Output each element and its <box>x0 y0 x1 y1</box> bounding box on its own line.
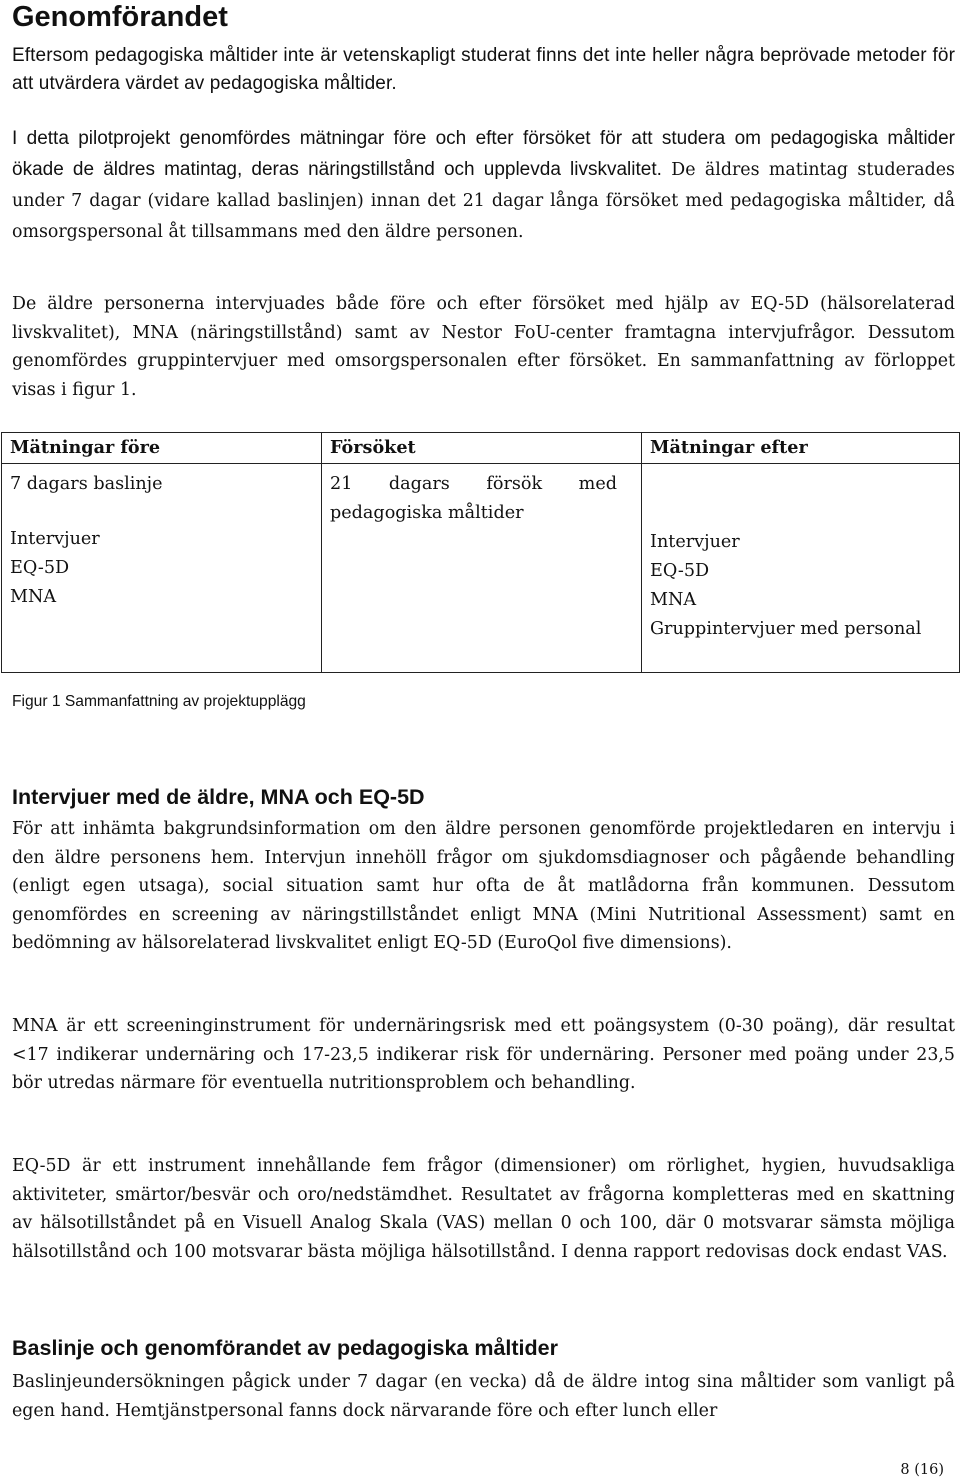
cell-text: Intervjuer <box>10 529 100 549</box>
paragraph-mna: MNA är ett screeninginstrument för undernäringsrisk med ett poängsystem (0-30 poäng), där resultat <17 indikerar undernäring och 17-23,5 indikerar risk för undernäring. Personer med poäng under 23,5 bör utredas närmare för eventuella nutritionsproblem och behandling. <box>12 1016 955 1094</box>
figure-caption: Figur 1 Sammanfattning av projektupplägg <box>12 693 306 710</box>
paragraph-intro: Eftersom pedagogiska måltider inte är vetenskapligt studerat finns det inte heller några beprövade metoder för att utvärdera värdet av pedagogiska måltider. <box>12 45 955 94</box>
paragraph-baslinje: Baslinjeundersökningen pågick under 7 dagar (en vecka) då de äldre intog sina måltider som vanligt på egen hand. Hemtjänstpersonal fanns dock närvarande före och efter lunch eller <box>12 1372 955 1421</box>
table-header: Försöket <box>322 433 642 464</box>
cell-text: Intervjuer <box>650 532 740 552</box>
cell-text: EQ-5D <box>10 558 70 578</box>
paragraph-bakgrund: För att inhämta bakgrundsinformation om den äldre personen genomförde projektledaren en intervju i den äldre personens hem. Intervjun innehöll frågor om sjukdomsdiagnoser och pågående behandling (enligt egen utsaga), social situation samt hur ofta de åt matlådorna från kommunen. Dessutom genomfördes en screening av näringstillståndet enligt MNA (Mini Nutritional Assessment) samt en bedömning av hälsorelaterad livskvalitet enligt EQ-5D (EuroQol five dimensions). <box>12 819 955 954</box>
cell-text: 21 dagars försök med pedagogiska måltider <box>330 474 617 523</box>
cell-text: MNA <box>10 587 57 607</box>
table-header: Mätningar före <box>2 433 322 464</box>
table-header-row <box>2 433 960 464</box>
table-cell-fore <box>2 464 322 673</box>
table-cell-efter <box>642 464 960 673</box>
paragraph-pilotprojekt-serif: De äldres matintag studerades under 7 dagar (vidare kallad baslinjen) innan det 21 dagar långa försöket med pedagogiska måltider, då omsorgspersonal åt tillsammans med den äldre personen. <box>12 160 955 242</box>
cell-text: EQ-5D <box>650 561 710 581</box>
table-cell-forsoket <box>322 464 642 673</box>
section-heading-intervjuer: Intervjuer med de äldre, MNA och EQ-5D <box>12 785 425 809</box>
table-header: Mätningar efter <box>642 433 960 464</box>
paragraph-eq5d: EQ-5D är ett instrument innehållande fem frågor (dimensioner) om rörlighet, hygien, huvudsakliga aktiviteter, smärtor/besvär och oro/nedstämdhet. Resultatet av frågorna kompletteras med en skattning av hälsotillståndet på en Visuell Analog Skala (VAS) mellan 0 och 100, där 0 motsvarar sämsta möjliga hälsotillstånd och 100 motsvarar bästa möjliga hälsotillstånd. I denna rapport redovisas dock endast VAS. <box>12 1156 955 1262</box>
cell-text: 7 dagars baslinje <box>10 474 163 494</box>
table-row <box>2 464 960 673</box>
cell-text: Gruppintervjuer med personal <box>650 619 922 639</box>
page-number: 8 (16) <box>900 1462 944 1478</box>
summary-table <box>1 432 960 673</box>
paragraph-pilotprojekt <box>12 124 955 248</box>
paragraph-pilotprojekt-sans: I detta pilotprojekt genomfördes mätningar före och efter försöket för att studera om pedagogiska måltider ökade de äldres matintag, deras näringstillstånd och upplevda livskvalitet. <box>12 128 955 180</box>
cell-text: MNA <box>650 590 697 610</box>
paragraph-intervjuer: De äldre personerna intervjuades både före och efter försöket med hjälp av EQ-5D (hälsorelaterad livskvalitet), MNA (näringstillstånd) samt av Nestor FoU-center framtagna intervjufrågor. Dessutom genomfördes gruppintervjuer med omsorgspersonalen efter försöket. En sammanfattning av förloppet visas i figur 1. <box>12 294 955 400</box>
section-heading-baslinje: Baslinje och genomförandet av pedagogiska måltider <box>12 1336 558 1360</box>
section-heading-genomforandet: Genomförandet <box>12 1 228 33</box>
